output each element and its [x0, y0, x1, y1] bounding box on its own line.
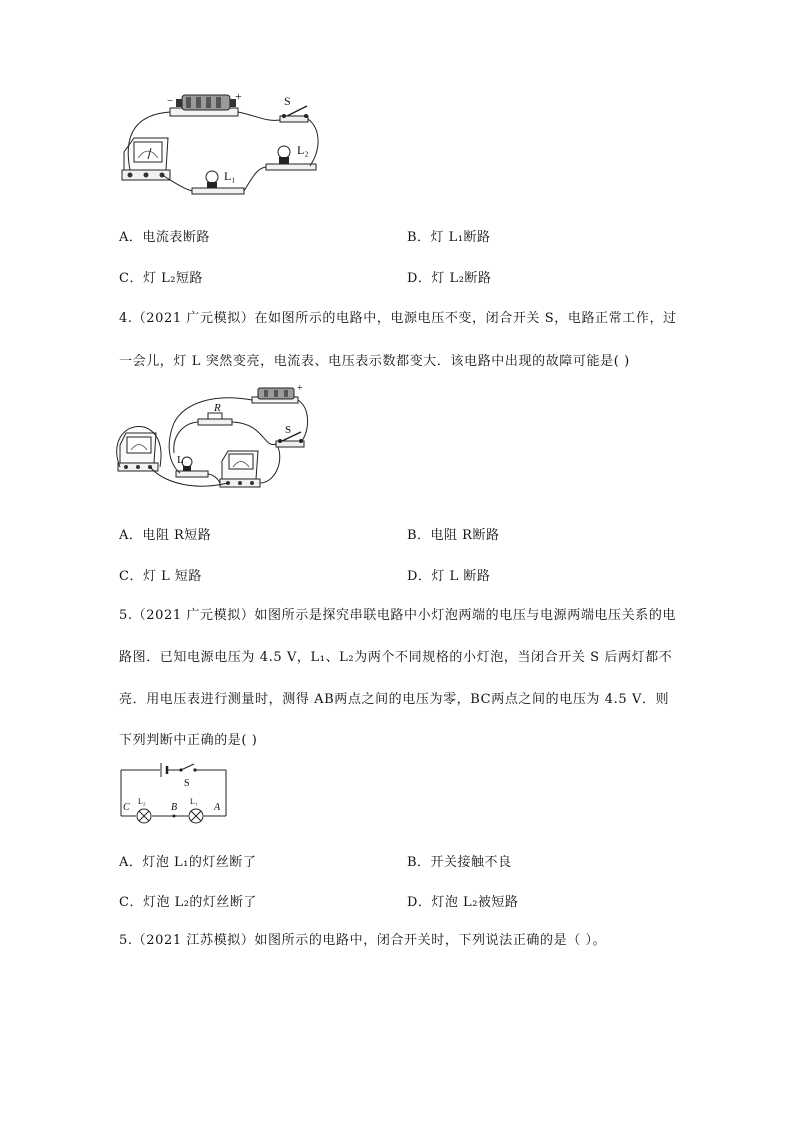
label-l1: L₁	[190, 797, 198, 806]
l2-label: L₂	[297, 143, 309, 157]
q4-option-a[interactable]: A．电阻 R短路	[119, 528, 212, 543]
q3-option-c[interactable]: C．灯 L₂短路	[119, 271, 203, 286]
q6-stem-line1: 5.（2021 江苏模拟）如图所示的电路中，闭合开关时，下列说法正确的是（ ）。	[119, 933, 607, 948]
q3-option-a[interactable]: A．电流表断路	[119, 230, 210, 245]
lamp-l2-symbol	[137, 809, 151, 823]
battery-plus: +	[297, 383, 303, 394]
label-l2: L₂	[138, 797, 146, 806]
battery-plus: +	[235, 89, 242, 103]
label-b: B	[171, 802, 178, 813]
l1-label: L₁	[224, 169, 236, 183]
q4-option-d[interactable]: D．灯 L 断路	[407, 569, 491, 584]
q5-stem-line3: 亮．用电压表进行测量时，测得 AB两点之间的电压为零，BC两点之间的电压为 4.5 V．则	[119, 692, 670, 707]
circuit-schematic-q5	[118, 762, 230, 828]
q5-stem-line2: 路图．已知电源电压为 4.5 V，L₁、L₂为两个不同规格的小灯泡，当闭合开关 S 后两灯都不	[119, 650, 673, 665]
lamp-label: L	[177, 454, 184, 466]
circuit-figure-q4	[114, 383, 314, 493]
q5-option-c[interactable]: C．灯泡 L₂的灯丝断了	[119, 895, 257, 910]
q4-stem-line1: 4.（2021 广元模拟）在如图所示的电路中，电源电压不变，闭合开关 S，电路正常工作，过	[119, 311, 677, 326]
battery-minus: −	[167, 95, 174, 107]
lamp-l1-symbol	[189, 809, 203, 823]
q5-option-b[interactable]: B．开关接触不良	[407, 855, 512, 870]
switch-label: S	[184, 778, 190, 789]
q3-option-b[interactable]: B．灯 L₁断路	[407, 230, 491, 245]
battery	[252, 388, 298, 403]
battery	[170, 95, 238, 116]
q3-option-d[interactable]: D．灯 L₂断路	[407, 271, 492, 286]
q5-stem-line4: 下列判断中正确的是( )	[119, 733, 258, 748]
q5-option-d[interactable]: D．灯泡 L₂被短路	[407, 895, 519, 910]
q5-option-a[interactable]: A．灯泡 L₁的灯丝断了	[119, 855, 257, 870]
switch	[280, 106, 308, 122]
resistor	[198, 413, 232, 425]
lamp-l1	[192, 171, 244, 194]
voltmeter	[220, 451, 260, 487]
q4-stem-line2: 一会儿，灯 L 突然变亮，电流表、电压表示数都变大．该电路中出现的故障可能是( )	[119, 354, 630, 369]
q4-option-b[interactable]: B．电阻 R断路	[407, 528, 500, 543]
switch-symbol	[179, 764, 196, 772]
label-c: C	[123, 802, 130, 813]
resistor-label: R	[214, 402, 221, 414]
label-a: A	[214, 802, 221, 813]
circuit-figure-q3	[112, 88, 332, 198]
switch-label: S	[284, 94, 291, 108]
ammeter	[118, 433, 158, 471]
q4-option-c[interactable]: C．灯 L 短路	[119, 569, 202, 584]
switch-label: S	[285, 424, 292, 436]
battery-symbol	[161, 763, 167, 777]
q5-stem-line1: 5.（2021 广元模拟）如图所示是探究串联电路中小灯泡两端的电压与电源两端电压关系的电	[119, 608, 677, 623]
